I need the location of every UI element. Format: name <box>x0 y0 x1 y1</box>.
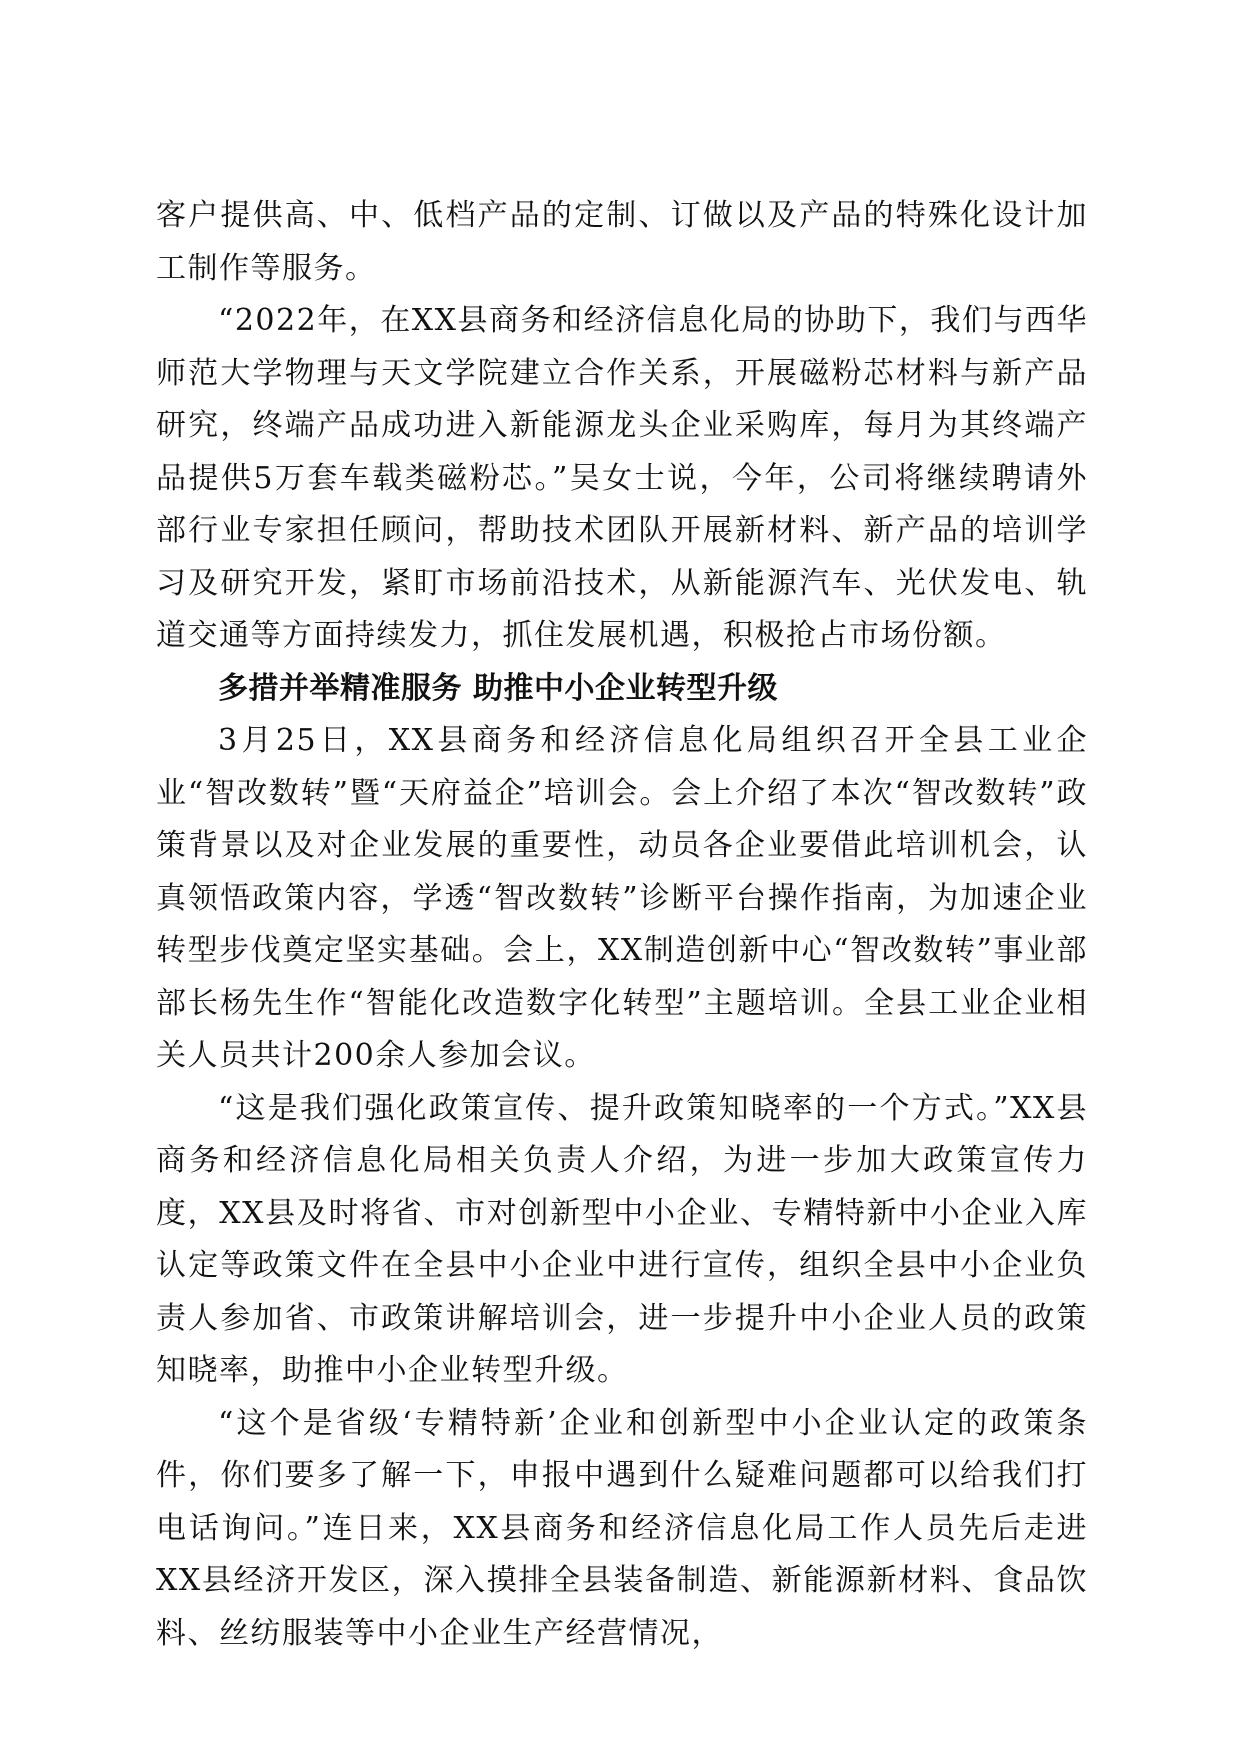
paragraph-policy-promotion: “这是我们强化政策宣传、提升政策知晓率的一个方式。”XX县商务和经济信息化局相关负责人介绍，为进一步加大政策宣传力度，XX县及时将省、市对创新型中小企业、专精特新中小企业入库认定等政策文件在全县中小企业中进行宣传，组织全县中小企业负责人参加省、市政策讲解培训会，进一步提升中小企业人员的政策知晓率，助推中小企业转型升级。 <box>156 1090 1088 1388</box>
paragraph-enterprise-visits: “这个是省级‘专精特新’企业和创新型中小企业认定的政策条件，你们要多了解一下，申报中遇到什么疑难问题都可以给我们打电话询问。”连日来，XX县商务和经济信息化局工作人员先后走进XX县经济开发区，深入摸排全县装备制造、新能源新材料、食品饮料、丝纺服装等中小企业生产经营情况， <box>156 1405 1088 1651</box>
paragraph-training-meeting: 3月25日，XX县商务和经济信息化局组织召开全县工业企业“智改数转”暨“天府益企”培训会。会上介绍了本次“智改数转”政策背景以及对企业发展的重要性，动员各企业要借此培训机会，认真领悟政策内容，学透“智改数转”诊断平台操作指南，为加速企业转型步伐奠定坚实基础。会上，XX制造创新中心“智改数转”事业部部长杨先生作“智能化改造数字化转型”主题培训。全县工业企业相关人员共计200余人参加会议。 <box>156 723 1088 1073</box>
section-heading: 多措并举精准服务 助推中小企业转型升级 <box>218 670 778 706</box>
document-body <box>156 190 1088 1660</box>
paragraph-quote-cooperation: “2022年，在XX县商务和经济信息化局的协助下，我们与西华师范大学物理与天文学院建立合作关系，开展磁粉芯材料与新产品研究，终端产品成功进入新能源龙头企业采购库，每月为其终端产品提供5万套车载类磁粉芯。”吴女士说，今年，公司将继续聘请外部行业专家担任顾问，帮助技术团队开展新材料、新产品的培训学习及研究开发，紧盯市场前沿技术，从新能源汽车、光伏发电、轨道交通等方面持续发力，抓住发展机遇，积极抢占市场份额。 <box>156 303 1088 653</box>
paragraph-continued: 客户提供高、中、低档产品的定制、订做以及产品的特殊化设计加工制作等服务。 <box>156 198 1088 286</box>
